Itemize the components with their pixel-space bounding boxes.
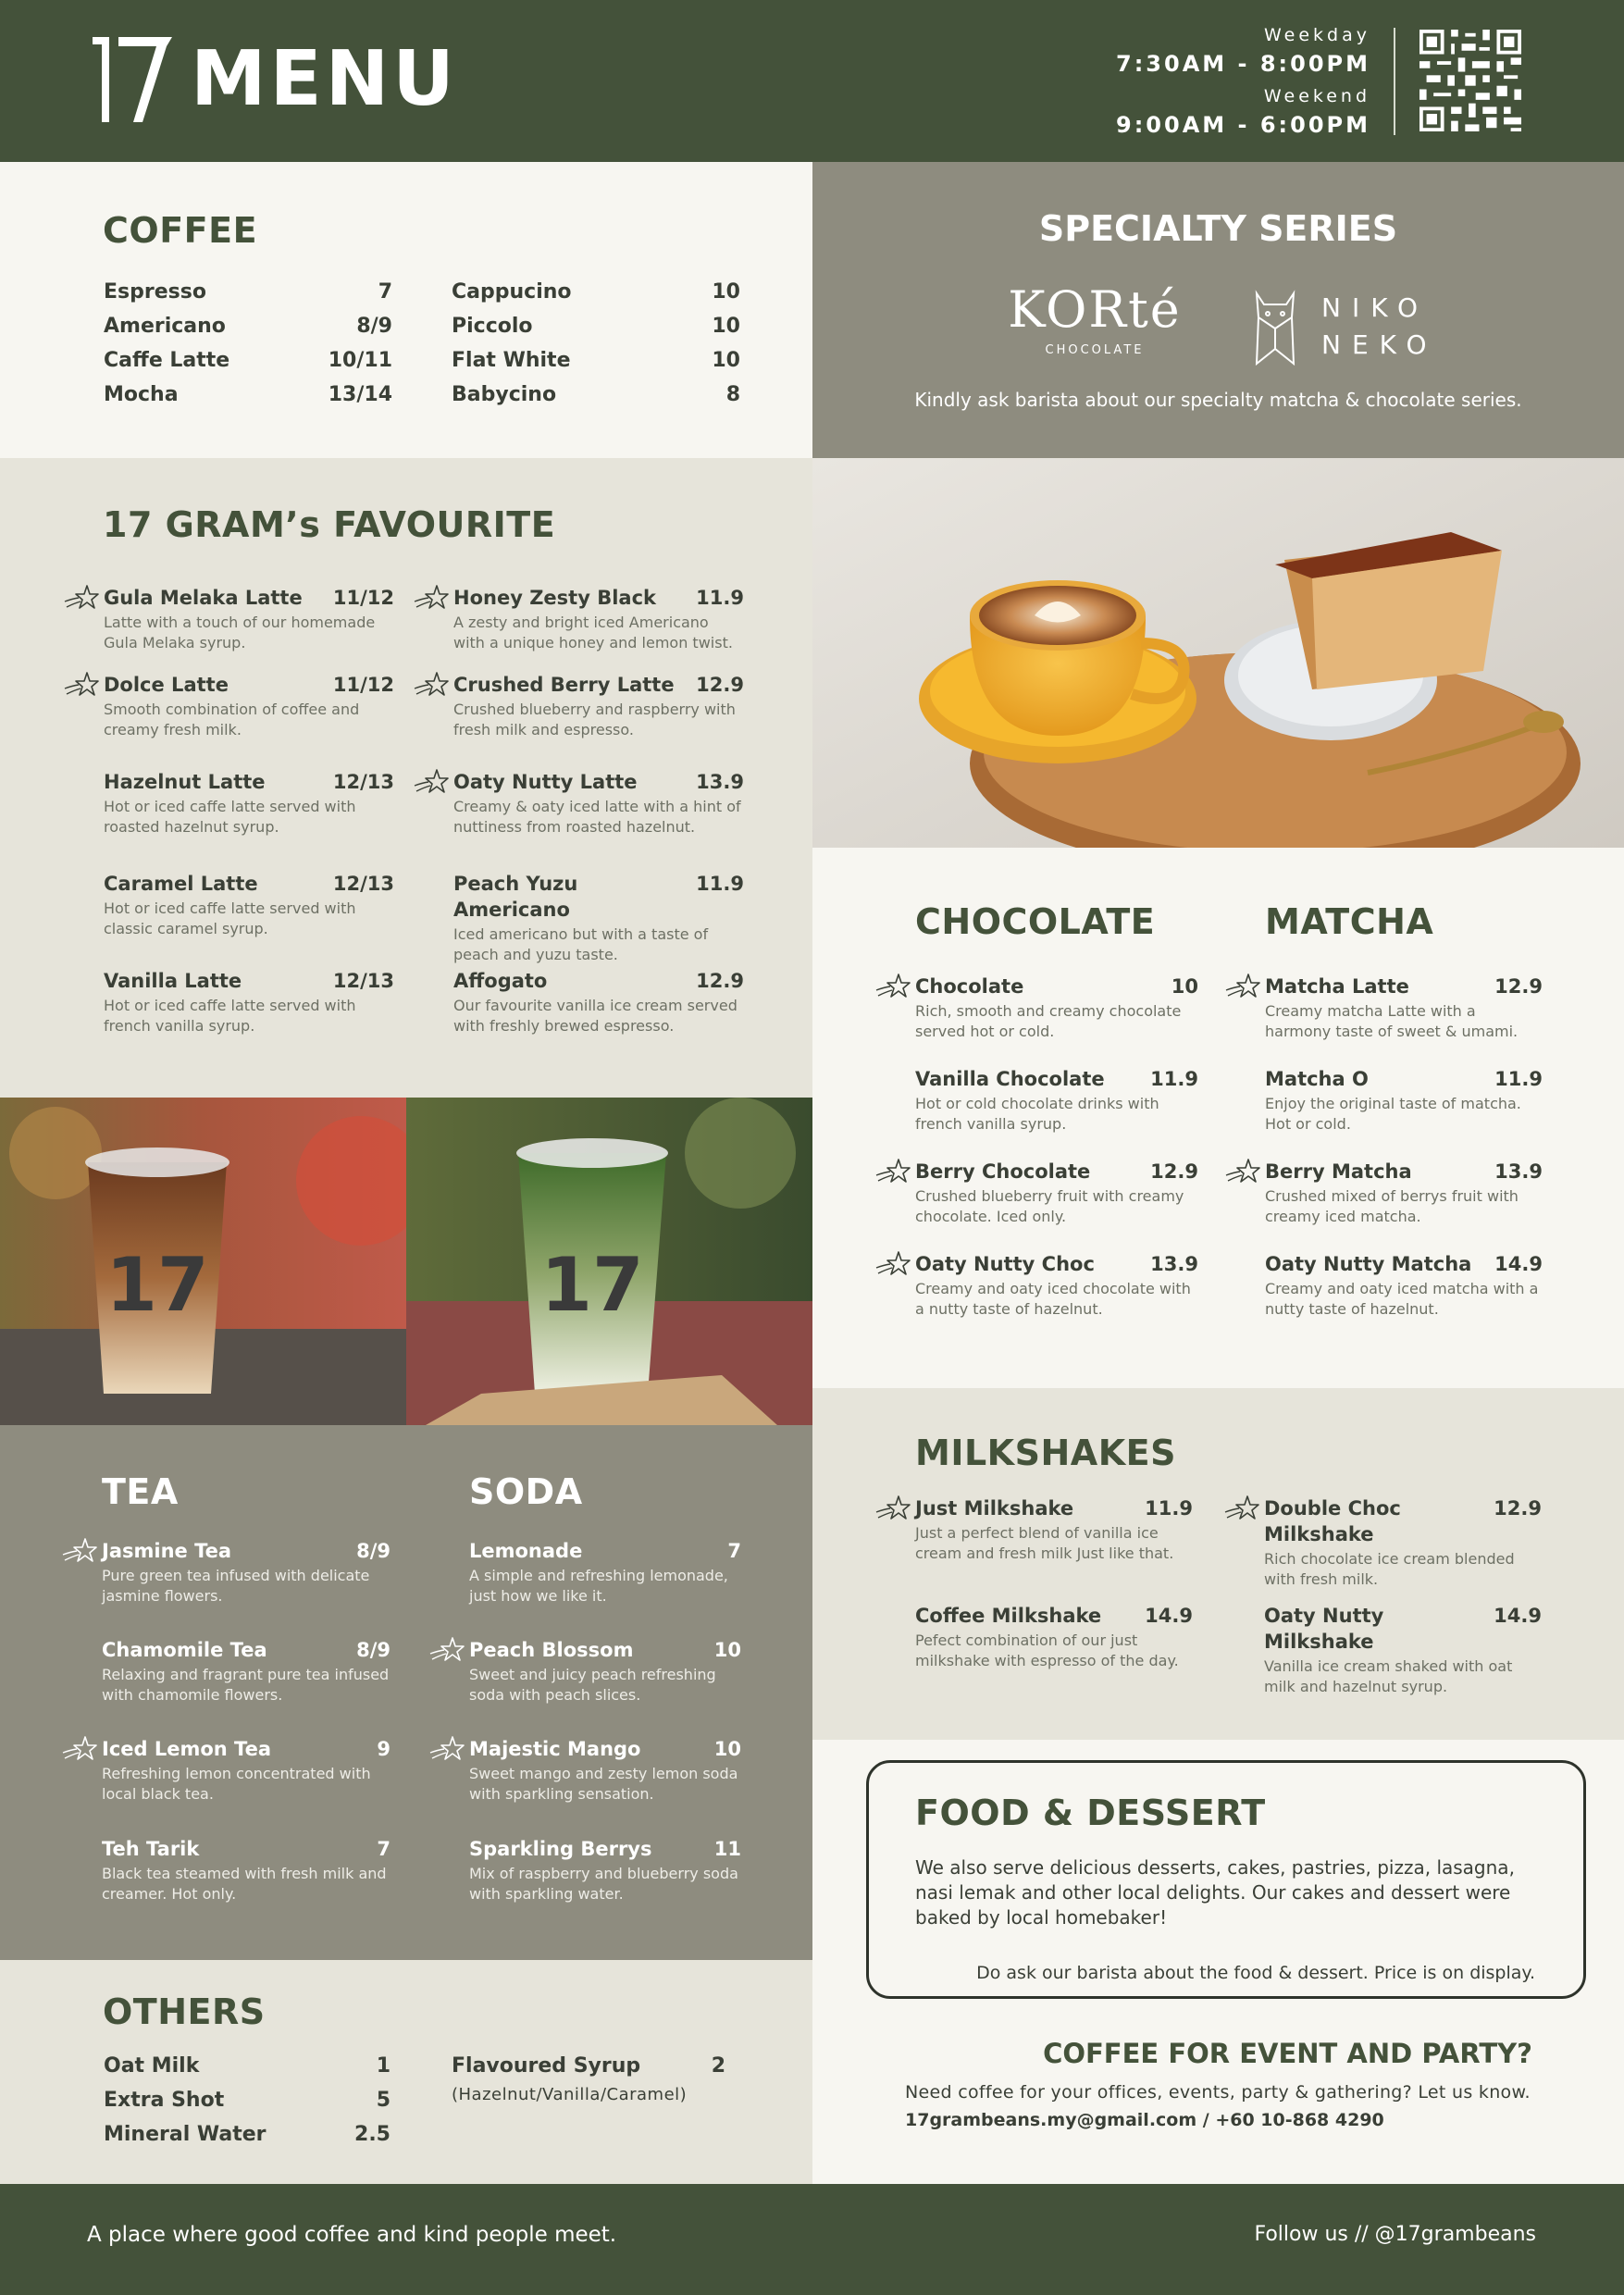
item-price: 12/13	[332, 771, 394, 793]
item-name: Caramel Latte	[104, 873, 258, 895]
specialty-title: SPECIALTY SERIES	[1038, 208, 1398, 249]
cup-logo-mark: 17	[540, 1242, 644, 1328]
header	[0, 0, 1624, 162]
item-description: A zesty and bright iced Americano with a unique honey and lemon twist.	[453, 614, 733, 651]
cup-logo-mark: 17	[105, 1242, 209, 1328]
food-dessert-box	[866, 1760, 1586, 1999]
item-price: 11.9	[1145, 1497, 1193, 1520]
item-name: Oat Milk	[104, 2054, 200, 2078]
item-price: 11	[713, 1838, 741, 1860]
item-price: 11.9	[696, 587, 744, 609]
item-name: Vanilla Chocolate	[915, 1068, 1105, 1090]
item-description: Refreshing lemon concentrated with local black tea.	[102, 1765, 371, 1803]
item-name: Berry Chocolate	[915, 1160, 1091, 1183]
item-price: 10	[712, 280, 740, 304]
item-price: 8	[725, 383, 740, 406]
star-icon	[1224, 972, 1261, 999]
star-icon	[63, 670, 100, 698]
niko-neko-wordmark	[1321, 290, 1438, 364]
chocolate-title: CHOCOLATE	[915, 901, 1156, 942]
item-name: Coffee Milkshake	[915, 1605, 1102, 1627]
item-description: Our favourite vanilla ice cream served with freshly brewed espresso.	[453, 997, 738, 1035]
item-name: Peach Blossom	[469, 1639, 634, 1661]
item-description: Creamy and oaty iced chocolate with a nutty taste of hazelnut.	[915, 1280, 1191, 1318]
item-name: Affogato	[453, 970, 548, 992]
menu-item	[452, 378, 740, 412]
star-icon	[413, 670, 450, 698]
item-price: 7	[378, 280, 392, 304]
item-header	[104, 672, 394, 698]
brand-logo	[89, 37, 458, 122]
food-title: FOOD & DESSERT	[915, 1793, 1266, 1833]
item-description: Hot or iced caffe latte served with classic caramel syrup.	[104, 899, 356, 937]
header-divider	[1394, 28, 1395, 135]
menu-item	[452, 309, 740, 343]
item-price: 8/9	[356, 1639, 391, 1661]
food-note: Do ask our barista about the food & dessert. Price is on display.	[976, 1963, 1535, 1983]
menu-item	[1265, 1251, 1543, 1320]
item-price: 10	[713, 1738, 741, 1760]
item-price: 8/9	[356, 1540, 391, 1562]
item-description: Latte with a touch of our homemade Gula Melaka syrup.	[104, 614, 376, 651]
menu-item	[469, 1736, 741, 1805]
star-icon	[874, 1494, 911, 1521]
item-header	[104, 769, 394, 795]
item-header	[915, 1159, 1198, 1185]
item-name: Cappucino	[452, 280, 572, 304]
star-icon	[413, 767, 450, 795]
item-name: Double Choc Milkshake	[1264, 1497, 1401, 1545]
menu-item	[469, 1836, 741, 1904]
item-header	[1265, 1159, 1543, 1185]
item-price: 14.9	[1494, 1605, 1542, 1627]
item-header	[104, 585, 394, 611]
item-description: Smooth combination of coffee and creamy fresh milk.	[104, 701, 360, 738]
others-section	[0, 1960, 812, 2184]
item-name: Just Milkshake	[915, 1497, 1074, 1520]
menu-item	[469, 1538, 741, 1606]
item-price: 10	[712, 349, 740, 372]
star-icon	[428, 1734, 465, 1762]
menu-item	[104, 2049, 391, 2083]
item-description: Hot or iced caffe latte served with roasted hazelnut syrup.	[104, 798, 356, 836]
star-icon	[413, 583, 450, 611]
item-name: Oaty Nutty Matcha	[1265, 1253, 1472, 1275]
item-name: Oaty Nutty Milkshake	[1264, 1605, 1384, 1653]
menu-item	[453, 968, 744, 1036]
specialty-note: Kindly ask barista about our specialty matcha & chocolate series.	[914, 389, 1522, 411]
item-name: Vanilla Latte	[104, 970, 242, 992]
cat-icon	[1247, 284, 1303, 367]
item-price: 10	[712, 315, 740, 338]
item-price: 7	[377, 1838, 391, 1860]
item-price: 9	[377, 1738, 391, 1760]
item-name: Flat White	[452, 349, 571, 372]
item-header	[1264, 1495, 1542, 1547]
item-description: Vanilla ice cream shaked with oat milk and hazelnut syrup.	[1264, 1657, 1513, 1695]
item-header	[453, 769, 744, 795]
item-name: Matcha O	[1265, 1068, 1369, 1090]
star-icon	[874, 972, 911, 999]
coffee-title: COFFEE	[103, 210, 258, 251]
item-description: Black tea steamed with fresh milk and creamer. Hot only.	[102, 1865, 387, 1903]
item-header	[469, 1736, 741, 1762]
footer-tagline: A place where good coffee and kind people meet.	[87, 2223, 617, 2247]
menu-item	[104, 871, 394, 939]
item-header	[104, 871, 394, 897]
item-header	[104, 968, 394, 994]
item-header	[1265, 1066, 1543, 1092]
item-description: Hot or iced caffe latte served with french vanilla syrup.	[104, 997, 356, 1035]
item-name: Oaty Nutty Latte	[453, 771, 638, 793]
menu-item	[104, 585, 394, 653]
menu-item	[915, 1159, 1198, 1227]
syrup-flavours: (Hazelnut/Vanilla/Caramel)	[452, 2085, 688, 2104]
item-header	[453, 672, 744, 698]
item-price: 14.9	[1494, 1253, 1543, 1275]
item-name: Majestic Mango	[469, 1738, 641, 1760]
iced-drinks-photo	[0, 1098, 812, 1425]
item-header	[915, 974, 1198, 999]
event-contact[interactable]: 17grambeans.my@gmail.com / +60 10-868 4290	[905, 2110, 1384, 2130]
item-price: 11.9	[1494, 1068, 1543, 1090]
menu-item	[1264, 1495, 1542, 1590]
item-price: 10	[1171, 975, 1198, 998]
item-header	[453, 968, 744, 994]
item-description: Pure green tea infused with delicate jasmine flowers.	[102, 1567, 370, 1605]
item-name: Flavoured Syrup	[452, 2054, 641, 2078]
item-name: Jasmine Tea	[102, 1540, 232, 1562]
others-title: OTHERS	[103, 1991, 266, 2032]
item-header	[453, 585, 744, 611]
korte-wordmark: KORté	[1008, 280, 1182, 339]
syrup-item	[452, 2049, 725, 2104]
star-icon	[874, 1249, 911, 1277]
item-name: Piccolo	[452, 315, 533, 338]
menu-item	[452, 343, 740, 378]
item-price: 12.9	[1494, 1497, 1542, 1520]
item-header	[102, 1538, 391, 1564]
item-price: 11/12	[332, 674, 394, 696]
item-description: Sweet and juicy peach refreshing soda with peach slices.	[469, 1666, 716, 1704]
milkshakes-section	[812, 1388, 1624, 1740]
item-description: Enjoy the original taste of matcha. Hot or cold.	[1265, 1095, 1521, 1133]
star-icon	[61, 1536, 98, 1564]
item-header	[469, 1538, 741, 1564]
item-name: Berry Matcha	[1265, 1160, 1412, 1183]
item-header	[469, 1836, 741, 1862]
menu-item	[453, 871, 744, 965]
item-name: Extra Shot	[104, 2089, 225, 2112]
menu-item	[1265, 1159, 1543, 1227]
item-price: 11/12	[332, 587, 394, 609]
coffee-cake-photo	[812, 458, 1624, 848]
item-price: 11.9	[696, 873, 744, 895]
menu-item	[452, 2049, 725, 2083]
coffee-list-left	[104, 275, 392, 412]
logo-17-mark	[89, 37, 178, 122]
item-description: Hot or cold chocolate drinks with french vanilla syrup.	[915, 1095, 1159, 1133]
soda-title: SODA	[469, 1471, 583, 1512]
item-price: 12.9	[696, 674, 744, 696]
item-description: A simple and refreshing lemonade, just how we like it.	[469, 1567, 728, 1605]
item-price: 12/13	[332, 873, 394, 895]
item-name: Caffe Latte	[104, 349, 230, 372]
item-name: Babycino	[452, 383, 557, 406]
item-price: 12.9	[1150, 1160, 1198, 1183]
logo-text: MENU	[191, 35, 458, 123]
neko-line: NEKO	[1321, 329, 1438, 360]
item-name: Teh Tarik	[102, 1838, 200, 1860]
item-name: Matcha Latte	[1265, 975, 1409, 998]
menu-item	[1264, 1603, 1542, 1697]
weekend-label: Weekend	[1263, 86, 1370, 106]
menu-item	[104, 672, 394, 740]
social-handle[interactable]: Follow us // @17grambeans	[1254, 2223, 1536, 2246]
item-price: 10/11	[328, 349, 392, 372]
item-header	[915, 1251, 1198, 1277]
item-header	[1264, 1603, 1542, 1655]
item-name: Mocha	[104, 383, 179, 406]
opening-hours	[1116, 22, 1370, 144]
item-price: 13.9	[1150, 1253, 1198, 1275]
item-description: Just a perfect blend of vanilla ice cream and fresh milk Just like that.	[915, 1524, 1174, 1562]
item-price: 8/9	[356, 315, 392, 338]
item-header	[1265, 974, 1543, 999]
menu-item	[104, 378, 392, 412]
star-icon	[874, 1157, 911, 1185]
menu-item	[102, 1637, 391, 1706]
item-price: 13.9	[696, 771, 744, 793]
korte-subtitle: CHOCOLATE	[1045, 343, 1145, 357]
coffee-section	[0, 162, 812, 458]
event-text: Need coffee for your offices, events, party & gathering? Let us know.	[905, 2082, 1531, 2103]
item-description: Creamy and oaty iced matcha with a nutty taste of hazelnut.	[1265, 1280, 1539, 1318]
footer	[0, 2184, 1624, 2295]
item-header	[102, 1836, 391, 1862]
coffee-cake-image	[812, 458, 1624, 848]
item-description: Sweet mango and zesty lemon soda with sparkling sensation.	[469, 1765, 738, 1803]
menu-item	[453, 672, 744, 740]
item-description: Pefect combination of our just milkshake with espresso of the day.	[915, 1631, 1179, 1669]
menu-item	[915, 1495, 1193, 1564]
item-price: 12.9	[1494, 975, 1543, 998]
item-name: Chocolate	[915, 975, 1024, 998]
item-description: Creamy matcha Latte with a harmony taste of sweet & umami.	[1265, 1002, 1519, 1040]
item-header	[469, 1637, 741, 1663]
item-header	[102, 1736, 391, 1762]
item-name: Americano	[104, 315, 226, 338]
item-name: Hazelnut Latte	[104, 771, 266, 793]
item-name: Lemonade	[469, 1540, 583, 1562]
tea-soda-section	[0, 1425, 812, 1960]
matcha-title: MATCHA	[1265, 901, 1434, 942]
item-description: Crushed mixed of berrys fruit with creamy iced matcha.	[1265, 1187, 1519, 1225]
item-price: 14.9	[1145, 1605, 1193, 1627]
item-price: 2	[711, 2054, 725, 2078]
qr-code-icon[interactable]	[1419, 30, 1521, 131]
menu-item	[1265, 974, 1543, 1042]
item-description: Relaxing and fragrant pure tea infused with chamomile flowers.	[102, 1666, 390, 1704]
item-name: Espresso	[104, 280, 206, 304]
item-header	[453, 871, 744, 923]
menu-item	[1265, 1066, 1543, 1135]
item-description: Mix of raspberry and blueberry soda with sparkling water.	[469, 1865, 738, 1903]
item-name: Peach Yuzu Americano	[453, 873, 578, 921]
menu-item	[102, 1736, 391, 1805]
menu-item	[104, 968, 394, 1036]
item-name: Chamomile Tea	[102, 1639, 267, 1661]
star-icon	[428, 1635, 465, 1663]
food-event-section	[812, 1740, 1624, 2184]
korte-logo	[1007, 282, 1183, 357]
item-price: 13.9	[1494, 1160, 1543, 1183]
item-price: 7	[727, 1540, 741, 1562]
coffee-list-right	[452, 275, 740, 412]
item-name: Gula Melaka Latte	[104, 587, 303, 609]
niko-line: NIKO	[1321, 292, 1430, 323]
menu-item	[915, 1251, 1198, 1320]
item-price: 1	[376, 2054, 391, 2078]
item-description: Crushed blueberry fruit with creamy chocolate. Iced only.	[915, 1187, 1184, 1225]
menu-item	[915, 974, 1198, 1042]
others-list	[104, 2049, 391, 2152]
item-header	[915, 1603, 1193, 1629]
menu-item	[104, 769, 394, 837]
menu-item	[104, 343, 392, 378]
chocolate-matcha-section	[812, 848, 1624, 1388]
item-description: Creamy & oaty iced latte with a hint of nuttiness from roasted hazelnut.	[453, 798, 741, 836]
weekday-label: Weekday	[1263, 25, 1370, 45]
item-price: 5	[376, 2089, 391, 2112]
item-header	[102, 1637, 391, 1663]
menu-item	[453, 769, 744, 837]
item-name: Crushed Berry Latte	[453, 674, 675, 696]
niko-neko-logo	[1247, 284, 1438, 367]
item-description: Crushed blueberry and raspberry with fresh milk and espresso.	[453, 701, 736, 738]
menu-item	[469, 1637, 741, 1706]
menu-item	[915, 1603, 1193, 1671]
menu-item	[102, 1836, 391, 1904]
menu-item	[104, 309, 392, 343]
item-name: Oaty Nutty Choc	[915, 1253, 1095, 1275]
item-description: Iced americano but with a taste of peach and yuzu taste.	[453, 925, 709, 963]
item-name: Honey Zesty Black	[453, 587, 656, 609]
tea-title: TEA	[102, 1471, 179, 1512]
item-price: 12.9	[696, 970, 744, 992]
star-icon	[61, 1734, 98, 1762]
food-description: We also serve delicious desserts, cakes, pastries, pizza, lasagna, nasi lemak and other local delights. Our cakes and dessert were baked by local homebaker!	[915, 1856, 1515, 1929]
item-description: Rich chocolate ice cream blended with fresh milk.	[1264, 1550, 1515, 1588]
item-header	[915, 1495, 1193, 1521]
menu-item	[102, 1538, 391, 1606]
star-icon	[1223, 1494, 1260, 1521]
item-name: Sparkling Berrys	[469, 1838, 652, 1860]
menu-item	[452, 275, 740, 309]
favourite-title: 17 GRAM’s FAVOURITE	[103, 504, 556, 545]
specialty-section	[812, 162, 1624, 458]
menu-item	[104, 275, 392, 309]
item-header	[1265, 1251, 1543, 1277]
star-icon	[63, 583, 100, 611]
item-price: 2.5	[354, 2123, 391, 2146]
weekend-hours: 9:00AM - 6:00PM	[1116, 112, 1370, 138]
item-price: 10	[713, 1639, 741, 1661]
menu-item	[104, 2117, 391, 2152]
item-price: 11.9	[1150, 1068, 1198, 1090]
milkshakes-title: MILKSHAKES	[915, 1433, 1176, 1473]
iced-drinks-image	[0, 1098, 812, 1425]
weekday-hours: 7:30AM - 8:00PM	[1116, 51, 1370, 77]
item-name: Dolce Latte	[104, 674, 229, 696]
item-description: Rich, smooth and creamy chocolate served hot or cold.	[915, 1002, 1182, 1040]
item-name: Mineral Water	[104, 2123, 267, 2146]
favourite-section	[0, 458, 812, 1098]
item-header	[915, 1066, 1198, 1092]
star-icon	[1224, 1157, 1261, 1185]
menu-item	[453, 585, 744, 653]
event-title: COFFEE FOR EVENT AND PARTY?	[1043, 2038, 1532, 2069]
item-name: Iced Lemon Tea	[102, 1738, 271, 1760]
menu-item	[104, 2083, 391, 2117]
item-price: 12/13	[332, 970, 394, 992]
menu-item	[915, 1066, 1198, 1135]
item-price: 13/14	[328, 383, 392, 406]
